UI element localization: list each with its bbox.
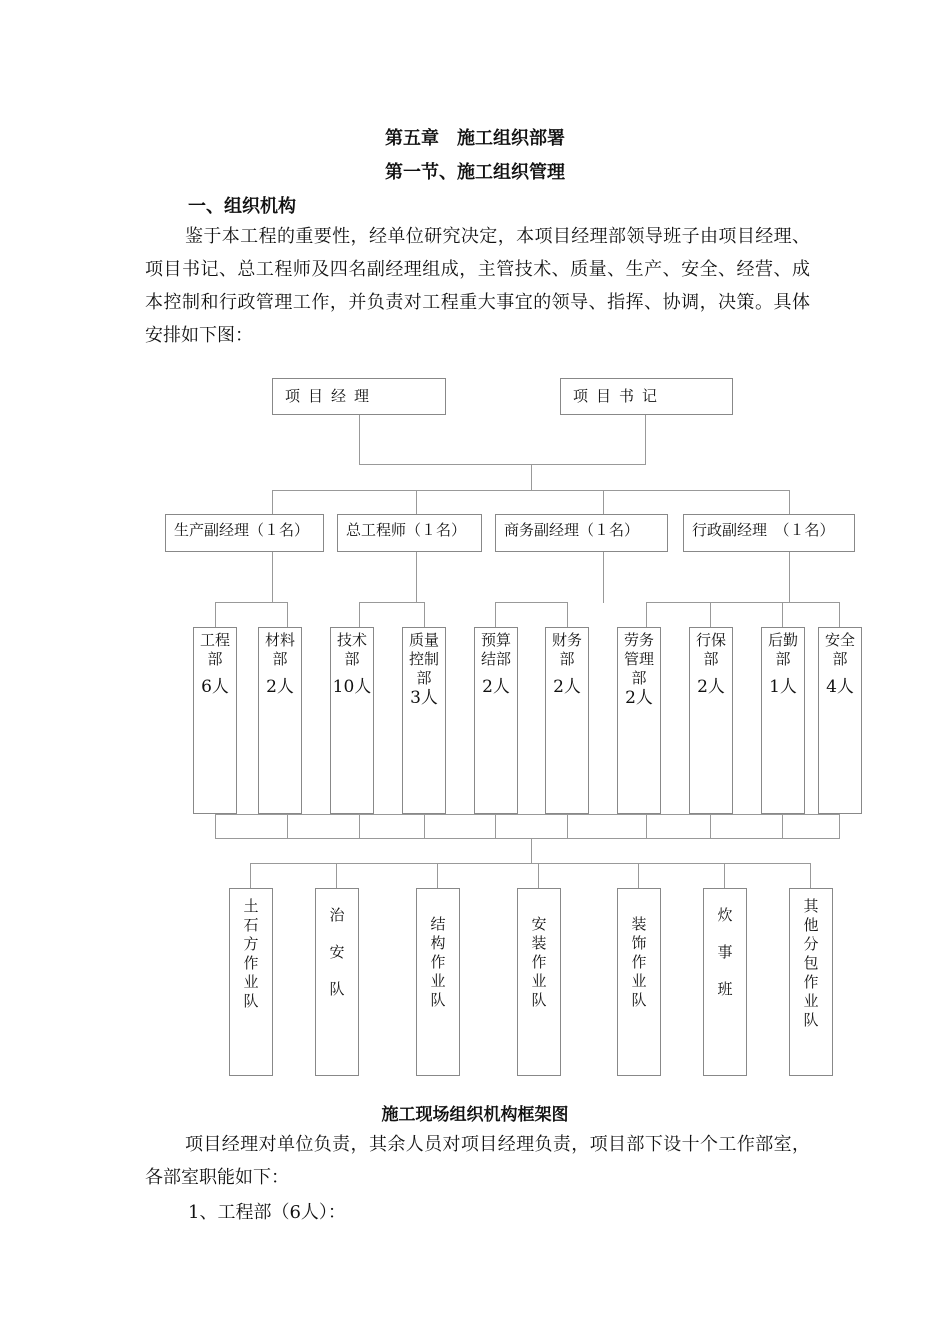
dept-count: 3人 — [410, 688, 438, 708]
manager-chief-engineer: 总工程师（１名） — [337, 514, 482, 552]
dept-count: 2人 — [553, 677, 581, 697]
dept-count: 2人 — [625, 688, 653, 708]
dept-count: 2人 — [482, 677, 510, 697]
dept-name: 材料部 — [264, 631, 295, 668]
dept-name: 工程部 — [199, 631, 230, 668]
closing-paragraph: 项目经理对单位负责，其余人员对项目经理负责，项目部下设十个工作部室，各部室职能如下： — [145, 1134, 810, 1188]
chapter-title: 第五章 施工组织部署 — [385, 128, 565, 149]
section-title: 第一节、施工组织管理 — [385, 162, 565, 183]
team-public-security — [315, 888, 359, 1076]
manager-production: 生产副经理（１名） — [165, 514, 324, 552]
dept-count: 4人 — [826, 677, 854, 697]
dept-name: 劳务管理部 — [623, 631, 654, 687]
team-name: 治安队 — [329, 906, 345, 998]
team-name: 炊事班 — [717, 906, 733, 998]
dept-count: 10人 — [332, 677, 372, 697]
dept-name: 预算结部 — [480, 631, 511, 668]
dept-name: 质量控制部 — [408, 631, 439, 687]
dept-security — [689, 627, 733, 814]
dept-count: 1人 — [769, 677, 797, 697]
head-project-manager: 项目经理 — [272, 378, 446, 415]
dept-labor-management — [617, 627, 661, 814]
dept-count: 6人 — [201, 677, 229, 697]
team-name: 装饰作业队 — [631, 915, 647, 1009]
dept-name: 安全部 — [824, 631, 855, 668]
dept-technical — [330, 627, 374, 814]
team-decoration — [617, 888, 661, 1076]
dept-name: 技术部 — [336, 631, 367, 668]
dept-budget-settlement — [474, 627, 518, 814]
dept-name: 财务部 — [551, 631, 582, 668]
team-earthwork — [229, 888, 273, 1076]
team-structure — [416, 888, 460, 1076]
dept-materials — [258, 627, 302, 814]
dept-quality-control — [402, 627, 446, 814]
intro-paragraph: 鉴于本工程的重要性，经单位研究决定，本项目经理部领导班子由项目经理、项目书记、总工程师及四名副经理组成，主管技术、质量、生产、安全、经营、成本控制和行政管理工作，并负责对工程重大事宜的领导、指挥、协调，决策。具体安排如下图： — [145, 226, 810, 346]
team-kitchen — [703, 888, 747, 1076]
team-installation — [517, 888, 561, 1076]
dept-name: 后勤部 — [767, 631, 798, 668]
dept-safety — [818, 627, 862, 814]
dept-finance — [545, 627, 589, 814]
dept-engineering — [193, 627, 237, 814]
chart-caption: 施工现场组织机构框架图 — [381, 1105, 569, 1125]
team-subcontract — [789, 888, 833, 1076]
subheading: 一、组织机构 — [188, 196, 296, 217]
team-name: 安装作业队 — [531, 915, 547, 1009]
dept-count: 2人 — [697, 677, 725, 697]
team-name: 其他分包作业队 — [803, 897, 819, 1029]
list-item-1: 1、工程部（6人）： — [188, 1202, 346, 1223]
manager-administration: 行政副经理 （１名） — [683, 514, 855, 552]
dept-count: 2人 — [266, 677, 294, 697]
dept-logistics — [761, 627, 805, 814]
manager-business: 商务副经理（１名） — [495, 514, 668, 552]
head-project-secretary: 项目书记 — [560, 378, 733, 415]
team-name: 结构作业队 — [430, 915, 446, 1009]
team-name: 土石方作业队 — [243, 897, 259, 1010]
dept-name: 行保部 — [695, 631, 726, 668]
